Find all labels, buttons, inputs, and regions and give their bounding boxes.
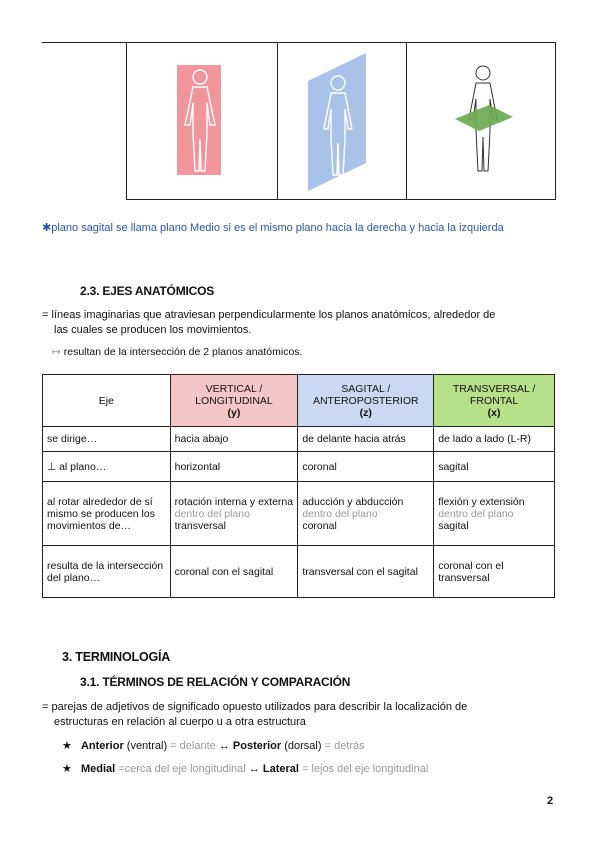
sagittal-note: ✱plano sagital se llama plano Medio si es el mismo plano hacia la derecha y hacia la izquierda [42, 222, 504, 234]
sagittal-plane-cell [127, 43, 278, 200]
transverse-plane-shape [455, 105, 513, 131]
header-vertical: VERTICAL / LONGITUDINAL (y) [170, 375, 298, 427]
table-row [43, 427, 555, 452]
transverse-plane-figure [407, 43, 555, 199]
axes-table [42, 374, 555, 598]
axes-header-row [43, 375, 555, 427]
table-cell: coronal [298, 452, 434, 482]
axes-subnote [52, 346, 302, 358]
star-icon: ★ [62, 763, 72, 775]
table-cell: coronal con el transversal [434, 546, 555, 598]
list-item: ★ Anterior (ventral) = delante ↔ Posterior (dorsal) = detrás [62, 740, 365, 752]
table-cell: hacia abajo [170, 427, 298, 452]
row-label: se dirige… [43, 427, 171, 452]
table-cell: sagital [434, 452, 555, 482]
section-3-title: 3. TERMINOLOGÍA [62, 650, 171, 664]
sagittal-plane-figure [127, 43, 277, 199]
row-label: al rotar alrededor de sí mismo se producen los movimientos de… [43, 482, 171, 546]
double-arrow-icon: ↔ [218, 740, 230, 752]
axes-definition-line2: las cuales se producen los movimientos. [54, 324, 252, 336]
table-cell: flexión y extensión dentro del plano sagital [434, 482, 555, 546]
section-3-1-title: 3.1. TÉRMINOS DE RELACIÓN Y COMPARACIÓN [80, 675, 351, 689]
table-row [43, 546, 555, 598]
table-cell: de delante hacia atrás [298, 427, 434, 452]
row-label: resulta de la intersección del plano… [43, 546, 171, 598]
header-sagital: SAGITAL / ANTEROPOSTERIOR (z) [298, 375, 434, 427]
table-cell: horizontal [170, 452, 298, 482]
terms-definition-line2: estructuras en relación al cuerpo u a otra estructura [54, 716, 306, 728]
double-arrow-icon: ↔ [248, 763, 260, 775]
table-cell: transversal con el sagital [298, 546, 434, 598]
table-cell: rotación interna y externa dentro del plano transversal [170, 482, 298, 546]
page-number: 2 [547, 795, 554, 807]
table-row [43, 482, 555, 546]
table-row [43, 452, 555, 482]
header-eje: Eje [43, 375, 171, 427]
table-cell: aducción y abducción dentro del plano coronal [298, 482, 434, 546]
transverse-plane-cell [407, 43, 556, 200]
planes-empty-cell [42, 43, 127, 200]
planes-figure-table [42, 42, 556, 200]
axes-definition [42, 308, 562, 338]
arrow-icon: ↦ [52, 346, 61, 358]
section-2-3-title: 2.3. EJES ANATÓMICOS [80, 284, 215, 298]
axes-subnote-text: resultan de la intersección de 2 planos anatómicos. [63, 346, 303, 358]
list-item: ★ Medial =cerca del eje longitudinal ↔ Lateral = lejos del eje longitudinal [62, 763, 429, 775]
row-label: ⊥ al plano… [43, 452, 171, 482]
terms-definition-line1: = parejas de adjetivos de significado opuesto utilizados para describir la localización de [42, 701, 468, 713]
frontal-plane-cell [278, 43, 407, 200]
table-cell: de lado a lado (L-R) [434, 427, 555, 452]
table-cell: coronal con el sagital [170, 546, 298, 598]
axes-definition-line1: = líneas imaginarias que atraviesan perpendicularmente los planos anatómicos, alrededor de [42, 309, 496, 321]
frontal-plane-figure [278, 43, 406, 199]
header-transversal: TRANSVERSAL / FRONTAL (x) [434, 375, 555, 427]
terms-definition [42, 700, 562, 730]
star-icon: ★ [62, 740, 72, 752]
